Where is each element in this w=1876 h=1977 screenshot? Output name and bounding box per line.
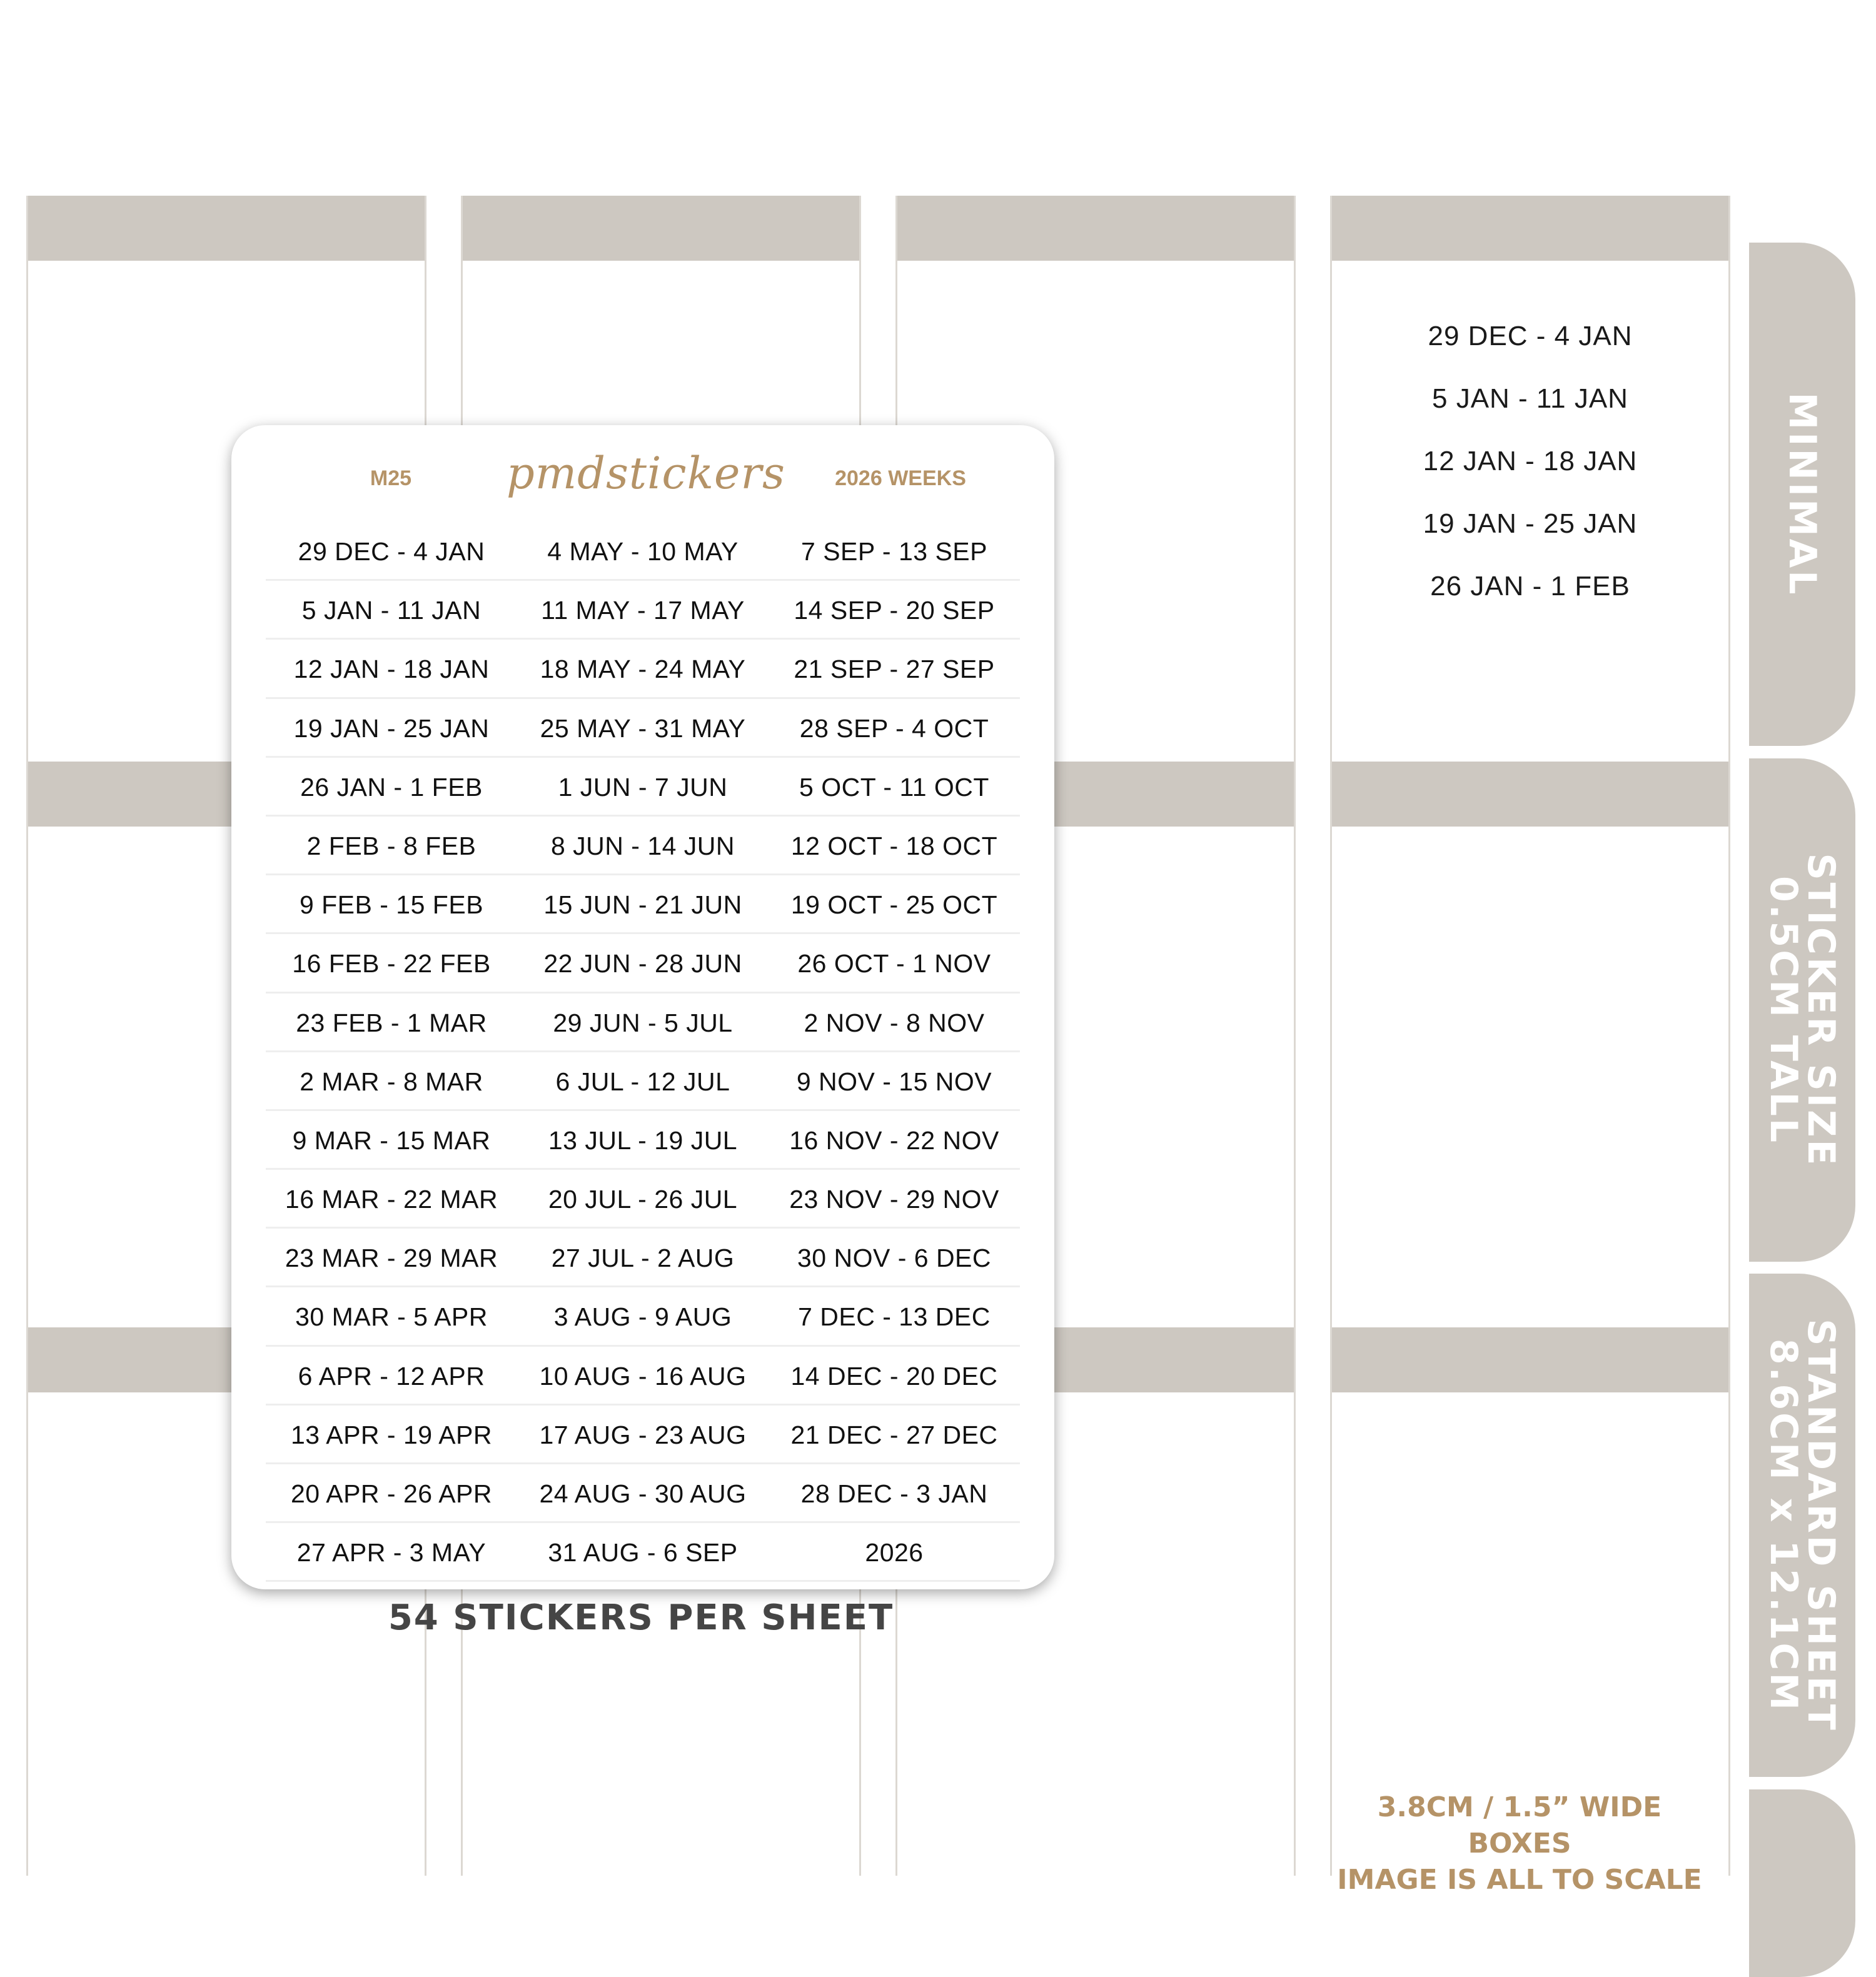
sticker-row: [266, 581, 1020, 640]
tab-partial: [1749, 1789, 1855, 1977]
sticker-label: 12 OCT - 18 OCT: [790, 831, 998, 860]
sticker-label: 25 MAY - 31 MAY: [540, 713, 746, 743]
sticker-label: 9 FEB - 15 FEB: [299, 890, 484, 920]
sticker-label: 16 NOV - 22 NOV: [789, 1125, 999, 1155]
sticker-row: [266, 522, 1020, 581]
sticker-label: 19 JAN - 25 JAN: [293, 713, 490, 743]
planner-header: [28, 196, 425, 261]
sticker-label: 7 SEP - 13 SEP: [801, 537, 987, 566]
sticker-label: 14 DEC - 20 DEC: [790, 1361, 998, 1391]
sticker-label: 28 SEP - 4 OCT: [799, 713, 989, 743]
sticker-label: 10 AUG - 16 AUG: [539, 1361, 747, 1391]
sticker-label: 13 APR - 19 APR: [290, 1420, 492, 1449]
sticker-label: 30 MAR - 5 APR: [295, 1302, 488, 1332]
sticker-label: 7 DEC - 13 DEC: [798, 1302, 991, 1332]
tab-standard-sheet: [1749, 1274, 1855, 1777]
sticker-label: 31 AUG - 6 SEP: [548, 1538, 738, 1567]
example-sticker: 12 JAN - 18 JAN: [1423, 446, 1638, 476]
example-sticker: 26 JAN - 1 FEB: [1430, 571, 1630, 601]
example-sticker: 19 JAN - 25 JAN: [1423, 508, 1638, 539]
example-sticker: 5 JAN - 11 JAN: [1432, 383, 1628, 414]
tab-standard-sheet-line1: STANDARD SHEET: [1799, 1318, 1843, 1733]
sticker-label: 20 JUL - 26 JUL: [548, 1185, 738, 1214]
sticker-row: [266, 1170, 1020, 1229]
sticker-row: [266, 994, 1020, 1052]
scale-note: [1332, 1789, 1707, 1898]
sticker-row: [266, 1406, 1020, 1464]
sticker-label: 2 MAR - 8 MAR: [300, 1067, 483, 1096]
sticker-label: 6 JUL - 12 JUL: [555, 1067, 730, 1096]
sticker-row: [266, 640, 1020, 698]
sticker-label: 5 OCT - 11 OCT: [799, 772, 989, 802]
sticker-row: [266, 1347, 1020, 1406]
sticker-label: 2 FEB - 8 FEB: [306, 831, 477, 860]
tab-minimal-text: MINIMAL: [1780, 392, 1824, 596]
sticker-label: 24 AUG - 30 AUG: [539, 1479, 747, 1508]
planner-column-4: [1330, 196, 1730, 1876]
sheet-code: M25: [370, 466, 412, 490]
sticker-label: 29 DEC - 4 JAN: [298, 537, 485, 566]
tab-sticker-size: [1749, 758, 1855, 1262]
planner-header: [1332, 196, 1728, 261]
sticker-label: 28 DEC - 3 JAN: [800, 1479, 988, 1508]
example-sticker: 29 DEC - 4 JAN: [1428, 321, 1633, 351]
tab-sticker-size-line2: 0.5CM TALL: [1762, 875, 1805, 1145]
tab-standard-sheet-line2: 8.6CM x 12.1CM: [1762, 1338, 1805, 1713]
sticker-label: 19 OCT - 25 OCT: [790, 890, 998, 920]
sticker-label: 27 JUL - 2 AUG: [551, 1244, 735, 1273]
sticker-row: [266, 1523, 1020, 1582]
sticker-sheet: [231, 425, 1054, 1589]
sticker-label: 15 JUN - 21 JUN: [543, 890, 742, 920]
tab-minimal: [1749, 243, 1855, 746]
sticker-row: [266, 1287, 1020, 1346]
stickers-per-sheet: 54 STICKERS PER SHEET: [388, 1597, 894, 1638]
sticker-label: 23 MAR - 29 MAR: [285, 1244, 498, 1273]
sticker-label: 14 SEP - 20 SEP: [794, 596, 995, 625]
sticker-label: 16 MAR - 22 MAR: [285, 1185, 498, 1214]
sticker-label: 9 NOV - 15 NOV: [796, 1067, 992, 1096]
sticker-label: 3 AUG - 9 AUG: [553, 1302, 732, 1332]
sticker-row: [266, 1229, 1020, 1287]
sticker-grid: [266, 522, 1020, 1582]
sticker-label: 22 JUN - 28 JUN: [543, 949, 742, 978]
scale-note-line1: 3.8CM / 1.5” WIDE BOXES: [1377, 1791, 1662, 1859]
sticker-row: [266, 817, 1020, 875]
sticker-row: [266, 875, 1020, 934]
tab-minimal-label: [1780, 392, 1824, 596]
tab-standard-sheet-label: [1762, 1318, 1843, 1733]
sticker-label: 6 APR - 12 APR: [298, 1361, 485, 1391]
sticker-label: 12 JAN - 18 JAN: [293, 655, 490, 684]
sticker-label: 21 DEC - 27 DEC: [790, 1420, 998, 1449]
brand-logo: pmdstickers: [507, 448, 785, 499]
scale-note-line2: IMAGE IS ALL TO SCALE: [1337, 1864, 1702, 1896]
tab-sticker-size-label: [1762, 852, 1843, 1168]
sticker-label: 16 FEB - 22 FEB: [292, 949, 491, 978]
planner-header: [1332, 1327, 1728, 1392]
sticker-row: [266, 758, 1020, 817]
sticker-label: 5 JAN - 11 JAN: [301, 596, 482, 625]
sticker-label: 26 OCT - 1 NOV: [797, 949, 991, 978]
sheet-title: 2026 WEEKS: [835, 466, 966, 490]
sticker-row: [266, 1464, 1020, 1523]
sticker-row: [266, 1111, 1020, 1170]
sticker-label: 2 NOV - 8 NOV: [804, 1008, 985, 1037]
sticker-label: 20 APR - 26 APR: [290, 1479, 492, 1508]
sticker-label: 8 JUN - 14 JUN: [550, 831, 735, 860]
sticker-label: 18 MAY - 24 MAY: [540, 655, 746, 684]
sticker-label: 11 MAY - 17 MAY: [541, 596, 745, 625]
sticker-label: 13 JUL - 19 JUL: [548, 1125, 738, 1155]
sticker-label: 27 APR - 3 MAY: [296, 1538, 487, 1567]
sticker-label: 30 NOV - 6 DEC: [797, 1244, 992, 1273]
sticker-row: [266, 934, 1020, 993]
planner-header: [463, 196, 859, 261]
sticker-label: 23 NOV - 29 NOV: [789, 1185, 999, 1214]
sheet-header: [231, 448, 1054, 523]
sticker-row: [266, 699, 1020, 758]
sticker-label: 21 SEP - 27 SEP: [794, 655, 995, 684]
example-sticker-list: [1332, 305, 1728, 618]
sticker-label: 9 MAR - 15 MAR: [292, 1125, 491, 1155]
sticker-label: 4 MAY - 10 MAY: [547, 537, 739, 566]
sticker-label: 2026: [865, 1538, 924, 1567]
sticker-label: 29 JUN - 5 JUL: [553, 1008, 733, 1037]
sticker-row: [266, 1052, 1020, 1111]
sticker-label: 26 JAN - 1 FEB: [300, 772, 483, 802]
tab-sticker-size-line1: STICKER SIZE: [1799, 852, 1843, 1168]
sticker-label: 17 AUG - 23 AUG: [539, 1420, 747, 1449]
sticker-label: 23 FEB - 1 MAR: [296, 1008, 487, 1037]
planner-header: [1332, 762, 1728, 827]
planner-header: [897, 196, 1294, 261]
sticker-label: 1 JUN - 7 JUN: [558, 772, 728, 802]
